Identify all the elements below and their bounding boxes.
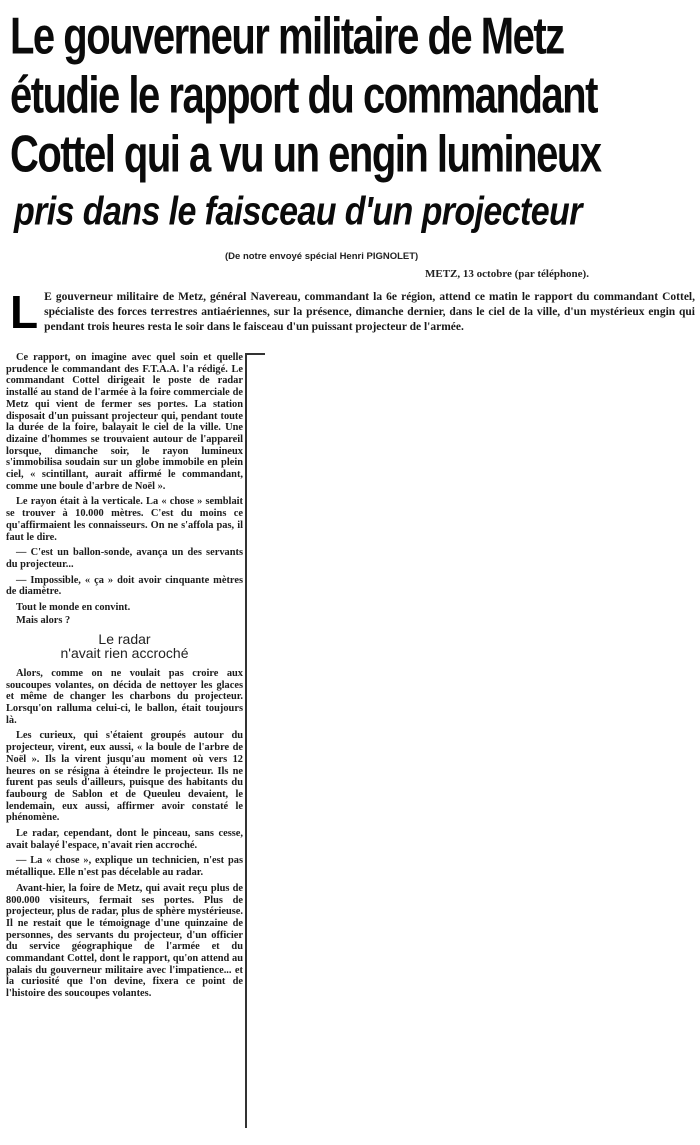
- article-paragraph: Alors, comme on ne voulait pas croire aux soucoupes volantes, on décida de nettoyer les glaces et même de changer les charbons du projecteur. Lorsqu'on ralluma celui-ci, le ballon, était toujours là.: [6, 667, 243, 726]
- drop-cap: L: [10, 286, 39, 338]
- article-paragraph: Les curieux, qui s'étaient groupés autour du projecteur, virent, eux aussi, « la boule de l'arbre de Noël ». Ils la virent jusqu'au moment où vers 12 heures on se résigna à éteindre le projecteur. Ils ne furent pas seuls d'ailleurs, puisque des habitants du faubourg de Sablon et de Queuleu devaient, le lendemain, eux aussi, affirmer avoir constaté le phénomène.: [6, 730, 243, 824]
- column-rule-vertical: [245, 353, 247, 1128]
- column-rule-horizontal: [245, 353, 265, 355]
- dateline: METZ, 13 octobre (par téléphone).: [425, 268, 589, 280]
- headline-line-3: Cottel qui a vu un engin lumineux: [10, 126, 601, 184]
- headline-line-2: étudie le rapport du commandant: [10, 67, 597, 125]
- article-paragraph: — La « chose », explique un technicien, n'est pas métallique. Elle n'est pas décelable au radar.: [6, 855, 243, 879]
- subheading-line-1: Le radar: [98, 631, 151, 648]
- article-paragraph: Avant-hier, la foire de Metz, qui avait reçu plus de 800.000 visiteurs, fermait ses portes. Plus de projecteur, plus de radar, plus de sphère mystérieuse. Il ne restait que le témoignage d'une quinzaine de personnes, des servants du projecteur, d'un officier du service géographique de l'armée et du commandant Cottel, dont le rapport, qu'on attend au palais du gouverneur militaire avec l'impatience... et la curiosité que l'on devine, fixera ce point de l'histoire des soucoupes volantes.: [6, 882, 243, 1000]
- lead-text: E gouverneur militaire de Metz, général Navereau, commandant la 6e région, attend ce matin le rapport du commandant Cottel, spécialiste des forces terrestres antiaériennes, sur la présence, dimanche dernier, dans le ciel de la ville, d'un mystérieux engin qui pendant trois heures resta le soir dans le faisceau d'un puissant projecteur de l'armée.: [44, 291, 695, 333]
- headline-line-1: Le gouverneur militaire de Metz: [10, 8, 564, 66]
- byline: (De notre envoyé spécial Henri PIGNOLET): [225, 251, 419, 262]
- article-column: [6, 352, 243, 1004]
- article-paragraph: Le radar, cependant, dont le pinceau, sans cesse, avait balayé l'espace, n'avait rien accroché.: [6, 828, 243, 851]
- article-paragraph: — C'est un ballon-sonde, avança un des servants du projecteur...: [6, 547, 243, 570]
- lead-paragraph: [10, 286, 695, 338]
- article-paragraph: Le rayon était à la verticale. La « chose » semblait se trouver à 10.000 mètres. C'est du moins ce qu'affirmaient les connaisseurs. On ne s'affola pas, il faut le dire.: [6, 496, 243, 543]
- article-paragraph: Mais alors ?: [16, 614, 71, 626]
- article-paragraph: Ce rapport, on imagine avec quel soin et quelle prudence le commandant des F.T.A.A. l'a rédigé. Le commandant Cottel dirigeait le poste de radar installé au stand de l'armée à la foire commerciale de Metz qui vient de fermer ses portes. La station disposait d'un puissant projecteur qui, pendant toute la durée de la foire, balayait le ciel de la ville. Une dizaine d'hommes se trouvaient autour de l'appareil lorsque, dimanche soir, le rayon lumineux s'immobilisa soudain sur un globe immobile en plein ciel, « scintillant, aurait affirmé le commandant, comme une boule d'arbre de Noël ».: [6, 352, 243, 492]
- headline-subtitle: pris dans le faisceau d'un projecteur: [14, 189, 582, 234]
- subheading-line-2: n'avait rien accroché: [60, 645, 189, 662]
- article-paragraph: — Impossible, « ça » doit avoir cinquante mètres de diamètre.: [6, 574, 243, 598]
- article-paragraph: Tout le monde en convint.: [16, 602, 131, 614]
